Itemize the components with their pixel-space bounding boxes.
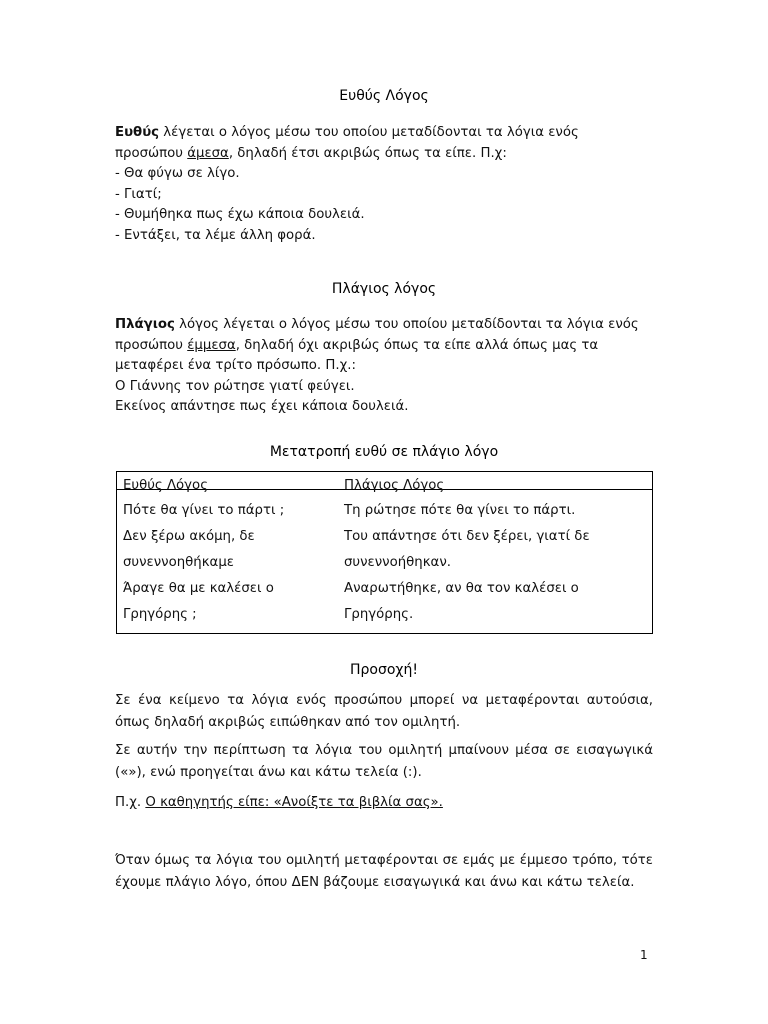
definition-text: λέγεται ο λόγος μέσω του οποίου μεταδίδονται τα λόγια ενός bbox=[159, 125, 579, 140]
section-title-conversion: Μετατροπή ευθύ σε πλάγιο λόγο bbox=[269, 444, 499, 460]
table-cell-line: Αναρωτήθηκε, αν θα τον καλέσει ο bbox=[344, 581, 579, 596]
example-prefix: Π.χ. bbox=[115, 795, 146, 810]
direct-speech-definition bbox=[115, 123, 655, 246]
definition-line bbox=[115, 144, 655, 165]
keyword-indirect: έμμεσα bbox=[187, 337, 236, 353]
definition-term: Ευθύς bbox=[115, 125, 160, 140]
definition-line bbox=[115, 123, 655, 144]
example-line: Εκείνος απάντησε πως έχει κάποια δουλειά. bbox=[115, 399, 409, 414]
definition-line bbox=[115, 315, 655, 336]
table-cell-line: Δεν ξέρω ακόμη, δε bbox=[123, 529, 255, 544]
table-cell-line: Γρηγόρης. bbox=[344, 607, 414, 622]
indirect-speech-definition bbox=[115, 315, 655, 418]
table-cell-line: Άραγε θα με καλέσει ο bbox=[123, 581, 274, 596]
example-line: - Εντάξει, τα λέμε άλλη φορά. bbox=[115, 227, 316, 243]
keyword-direct: άμεσα bbox=[187, 145, 229, 161]
table-header-indirect: Πλάγιος Λόγος bbox=[344, 478, 445, 493]
table-cell-line: Του απάντησε ότι δεν ξέρει, γιατί δε bbox=[344, 529, 590, 544]
table-cell-line: συνεννοήθηκαν. bbox=[344, 555, 451, 570]
example-line: Ο Γιάννης τον ρώτησε γιατί φεύγει. bbox=[115, 378, 355, 394]
definition-line bbox=[115, 336, 655, 357]
table-cell-line: συνεννοηθήκαμε bbox=[123, 555, 234, 570]
example-line: - Θα φύγω σε λίγο. bbox=[115, 166, 240, 181]
table-cell-line: Γρηγόρης ; bbox=[123, 607, 197, 622]
table-column-indirect bbox=[344, 474, 644, 628]
page-number: 1 bbox=[640, 948, 648, 962]
section-title-attention: Προσοχή! bbox=[350, 662, 418, 678]
conversion-table bbox=[116, 471, 653, 634]
definition-term: Πλάγιος bbox=[115, 317, 175, 332]
attention-paragraph-1: Σε ένα κείμενο τα λόγια ενός προσώπου μπορεί να μεταφέρονται αυτούσια, όπως δηλαδή ακριβώς ειπώθηκαν από τον ομιλητή. bbox=[115, 693, 653, 730]
example-line: - Γιατί; bbox=[115, 186, 162, 202]
definition-text: προσώπου bbox=[115, 337, 188, 353]
definition-text: προσώπου bbox=[115, 145, 188, 161]
definition-line: μεταφέρει ένα τρίτο πρόσωπο. Π.χ.: bbox=[115, 358, 356, 373]
example-line: - Θυμήθηκα πως έχω κάποια δουλειά. bbox=[115, 207, 365, 222]
definition-text: λόγος λέγεται ο λόγος μέσω του οποίου μεταδίδονται τα λόγια ενός bbox=[174, 317, 639, 332]
section-title-direct-speech: Ευθύς Λόγος bbox=[339, 88, 429, 104]
table-column-direct bbox=[123, 474, 338, 628]
definition-text: , δηλαδή όχι ακριβώς όπως τα είπε αλλά όπως μας τα bbox=[235, 337, 599, 353]
attention-paragraph-2: Σε αυτήν την περίπτωση τα λόγια του ομιλητή μπαίνουν μέσα σε εισαγωγικά («»), ενώ προηγείται άνω και κάτω τελεία (:). bbox=[115, 743, 653, 780]
attention-example bbox=[115, 792, 653, 814]
section-title-indirect-speech: Πλάγιος λόγος bbox=[331, 281, 437, 297]
attention-paragraph-3: Όταν όμως τα λόγια του ομιλητή μεταφέρονται σε εμάς με έμμεσο τρόπο, τότε έχουμε πλάγιο λόγο, όπου ΔΕΝ βάζουμε εισαγωγικά και άνω και κάτω τελεία. bbox=[115, 853, 653, 890]
example-quote: Ο καθηγητής είπε: «Ανοίξτε τα βιβλία σας». bbox=[145, 795, 443, 810]
table-cell-line: Τη ρώτησε πότε θα γίνει το πάρτι. bbox=[344, 503, 576, 518]
table-header-direct: Ευθύς Λόγος bbox=[123, 478, 208, 493]
definition-text: , δηλαδή έτσι ακριβώς όπως τα είπε. Π.χ: bbox=[228, 145, 507, 161]
table-cell-line: Πότε θα γίνει το πάρτι ; bbox=[123, 503, 285, 518]
